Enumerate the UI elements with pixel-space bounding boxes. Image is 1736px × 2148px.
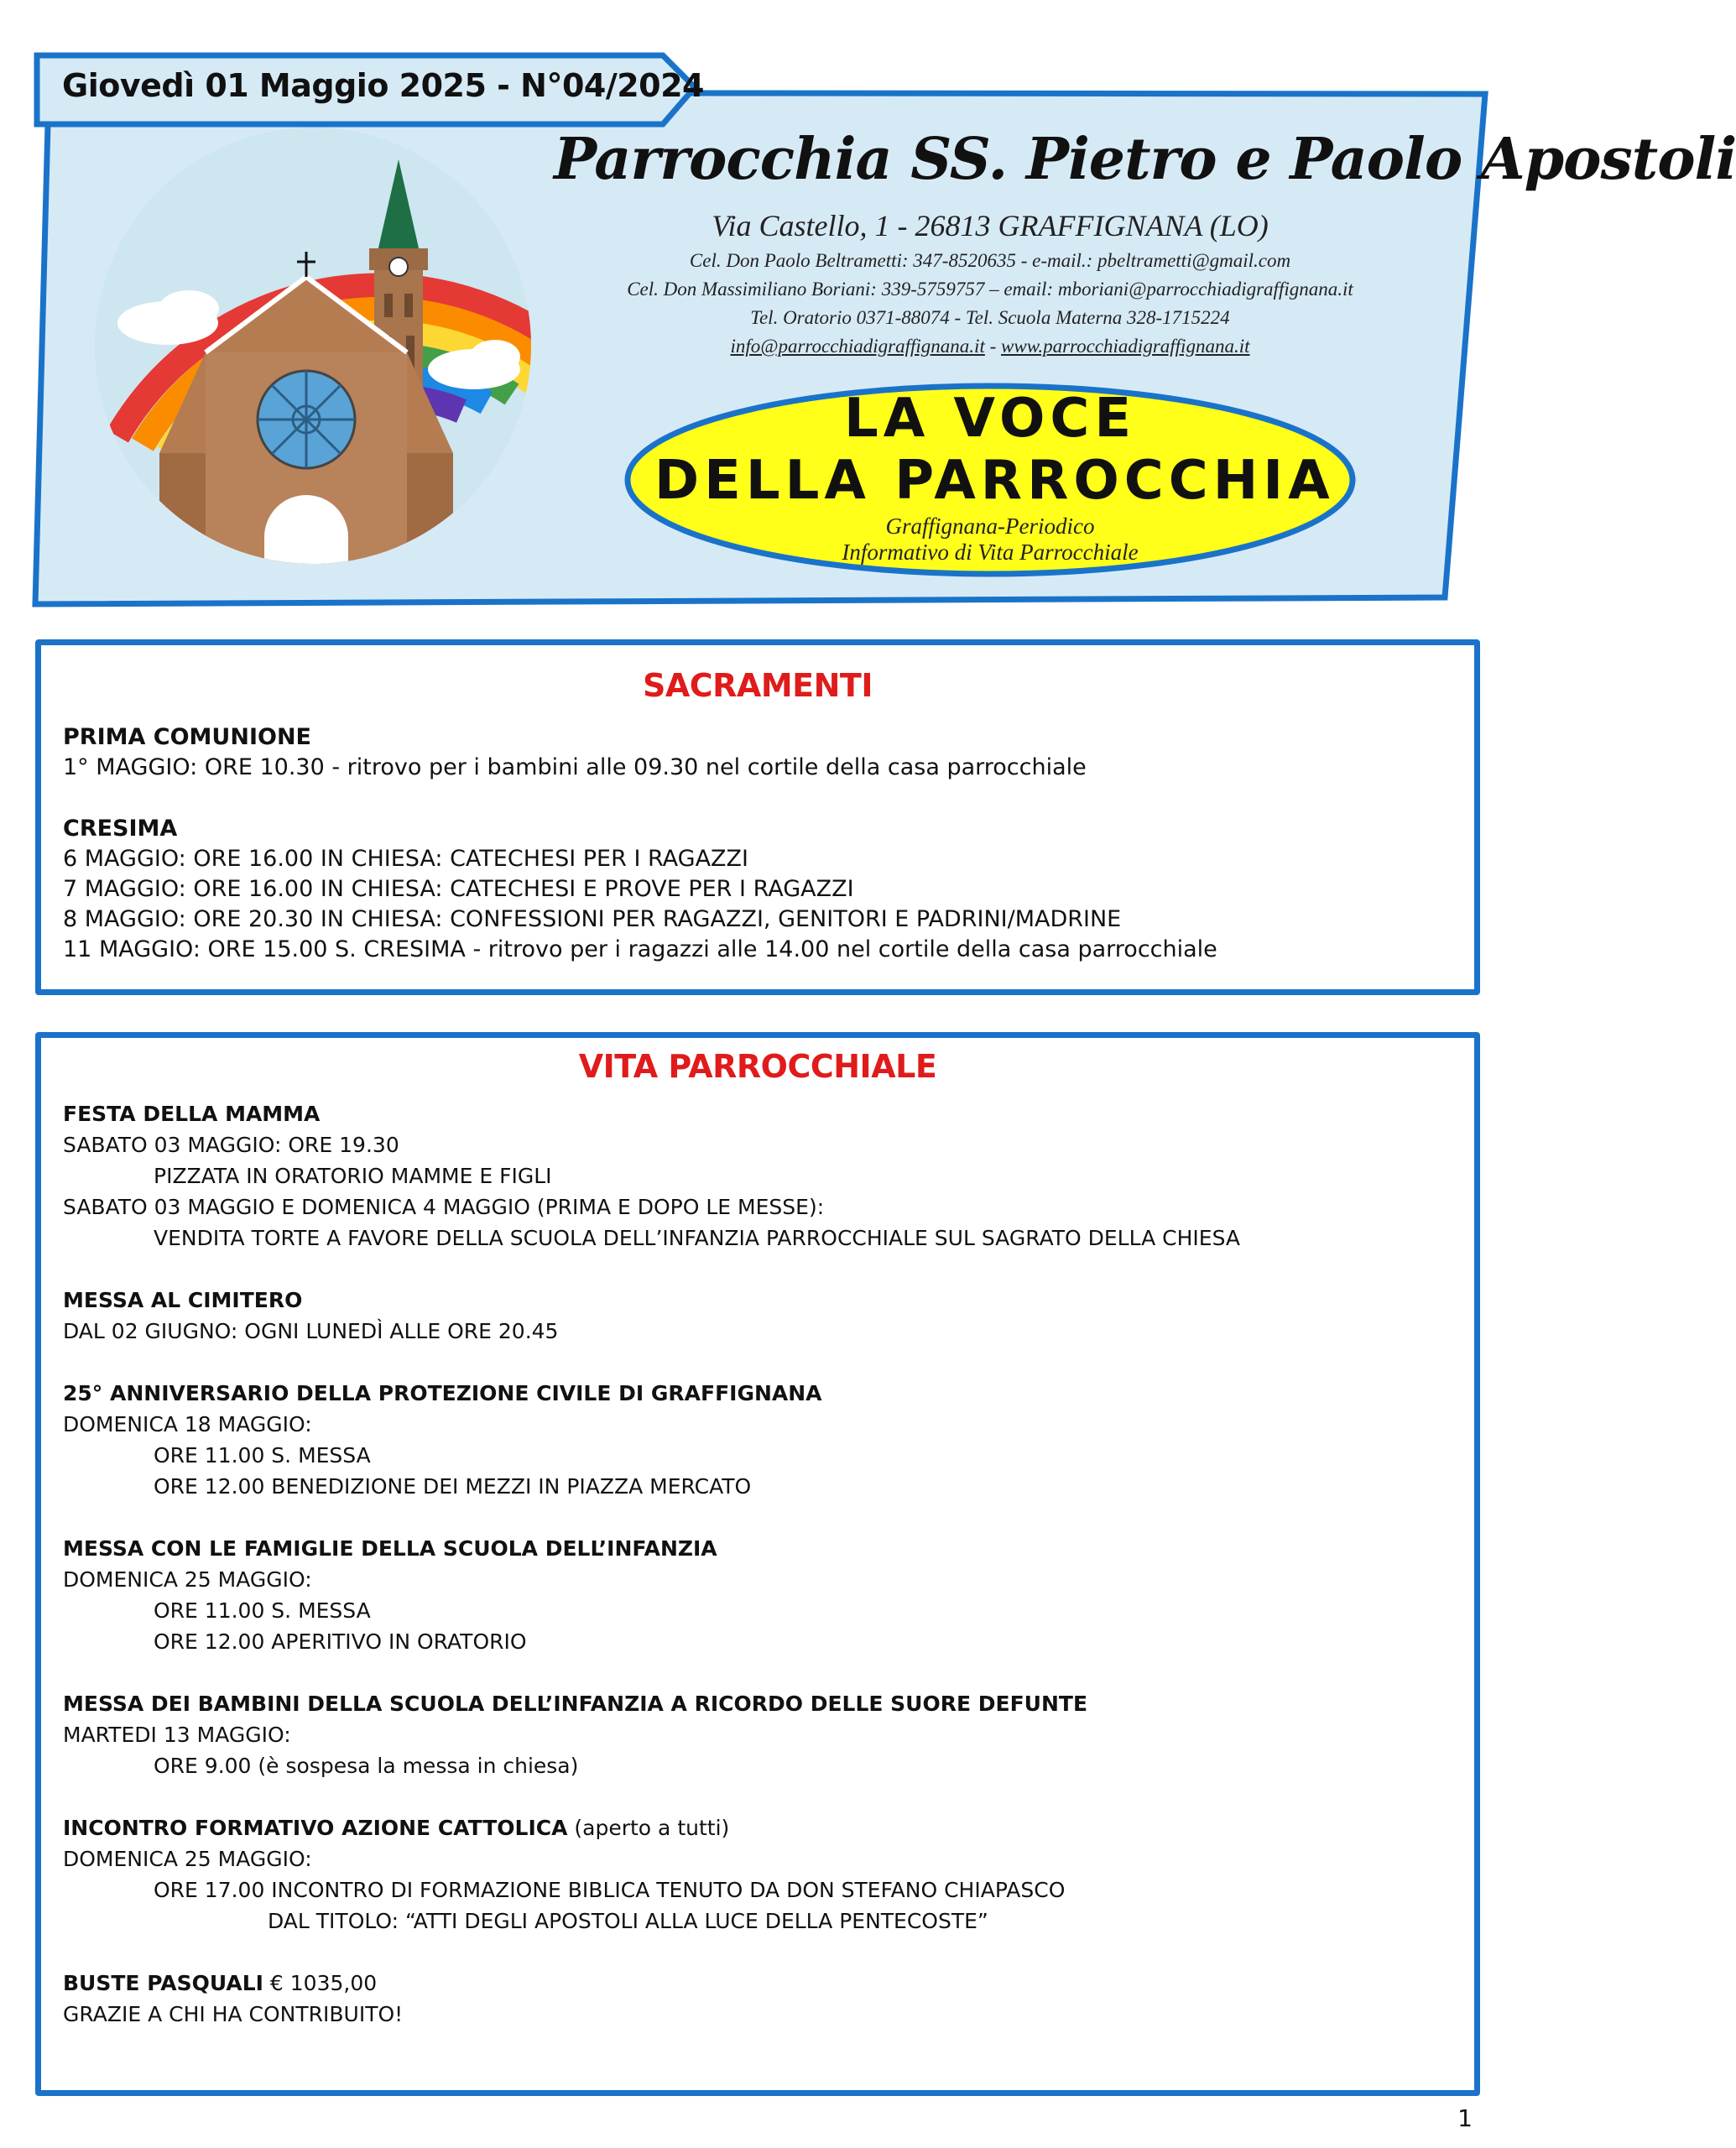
festa-mamma-line: SABATO 03 MAGGIO: ORE 19.30 bbox=[63, 1133, 399, 1157]
azione-cattolica-heading: INCONTRO FORMATIVO AZIONE CATTOLICA bbox=[63, 1816, 568, 1840]
famiglie-heading: MESSA CON LE FAMIGLIE DELLA SCUOLA DELL’INFANZIA bbox=[63, 1536, 717, 1561]
azione-line: ORE 17.00 INCONTRO DI FORMAZIONE BIBLICA TENUTO DA DON STEFANO CHIAPASCO bbox=[154, 1878, 1066, 1902]
festa-mamma-heading: FESTA DELLA MAMMA bbox=[63, 1102, 321, 1126]
vita-body bbox=[63, 1098, 1452, 2030]
bambini-line: ORE 9.00 (è sospesa la messa in chiesa) bbox=[154, 1754, 579, 1778]
cresima-line: 6 MAGGIO: ORE 16.00 IN CHIESA: CATECHESI PER I RAGAZZI bbox=[63, 846, 749, 872]
vita-title: VITA PARROCCHIALE bbox=[578, 1048, 937, 1085]
azione-line: DAL TITOLO: “ATTI DEGLI APOSTOLI ALLA LUCE DELLA PENTECOSTE” bbox=[268, 1909, 988, 1933]
famiglie-line: ORE 11.00 S. MESSA bbox=[154, 1598, 371, 1623]
azione-cattolica-heading-row bbox=[63, 1812, 1452, 1843]
festa-mamma-line: SABATO 03 MAGGIO E DOMENICA 4 MAGGIO (PRIMA E DOPO LE MESSE): bbox=[63, 1195, 825, 1219]
sacramenti-body bbox=[63, 722, 1452, 965]
parish-name: Parrocchia SS. Pietro e Paolo Apostoli bbox=[554, 126, 1736, 193]
azione-cattolica-note: (aperto a tutti) bbox=[567, 1816, 730, 1840]
azione-line: DOMENICA 25 MAGGIO: bbox=[63, 1847, 312, 1871]
buste-pasquali-row bbox=[63, 1968, 1452, 1999]
famiglie-line: ORE 12.00 APERITIVO IN ORATORIO bbox=[154, 1629, 527, 1654]
buste-pasquali-heading: BUSTE PASQUALI bbox=[63, 1971, 263, 1995]
contact-don-massimiliano: Cel. Don Massimiliano Boriani: 339-5759757 – email: mboriani@parrocchiadigraffignana.it bbox=[627, 279, 1353, 300]
link-separator: - bbox=[984, 336, 1002, 357]
cimitero-heading: MESSA AL CIMITERO bbox=[63, 1288, 303, 1312]
page-number: 1 bbox=[1457, 2104, 1473, 2132]
prima-comunione-heading: PRIMA COMUNIONE bbox=[63, 724, 311, 750]
festa-mamma-line: PIZZATA IN ORATORIO MAMME E FIGLI bbox=[154, 1164, 552, 1188]
buste-pasquali-amount: € 1035,00 bbox=[263, 1971, 378, 1995]
protezione-civile-heading: 25° ANNIVERSARIO DELLA PROTEZIONE CIVILE DI GRAFFIGNANA bbox=[63, 1381, 822, 1405]
contact-oratorio: Tel. Oratorio 0371-88074 - Tel. Scuola Materna 328-1715224 bbox=[750, 307, 1230, 328]
prima-comunione-line: 1° MAGGIO: ORE 10.30 - ritrovo per i bambini alle 09.30 nel cortile della casa parrocchiale bbox=[63, 754, 1087, 780]
contact-don-paolo: Cel. Don Paolo Beltrametti: 347-8520635 - e-mail.: pbeltrametti@gmail.com bbox=[689, 250, 1291, 271]
email-link[interactable]: info@parrocchiadigraffignana.it bbox=[730, 336, 985, 357]
bambini-line: MARTEDI 13 MAGGIO: bbox=[63, 1723, 291, 1747]
cresima-heading: CRESIMA bbox=[63, 816, 178, 842]
issue-date: Giovedì 01 Maggio 2025 - N°04/2024 bbox=[62, 67, 704, 104]
protezione-line: DOMENICA 18 MAGGIO: bbox=[63, 1412, 312, 1436]
famiglie-line: DOMENICA 25 MAGGIO: bbox=[63, 1567, 312, 1592]
vita-parrocchiale-section bbox=[35, 1032, 1480, 2096]
cimitero-line: DAL 02 GIUGNO: OGNI LUNEDÌ ALLE ORE 20.45 bbox=[63, 1319, 559, 1343]
parish-address: Via Castello, 1 - 26813 GRAFFIGNANA (LO) bbox=[712, 209, 1269, 242]
newsletter-subtitle-2: Informativo di Vita Parrocchiale bbox=[842, 540, 1139, 565]
cresima-line: 8 MAGGIO: ORE 20.30 IN CHIESA: CONFESSIONI PER RAGAZZI, GENITORI E PADRINI/MADRINE bbox=[63, 906, 1122, 932]
newsletter-title-line-2: DELLA PARROCCHIA bbox=[654, 450, 1335, 512]
festa-mamma-line: VENDITA TORTE A FAVORE DELLA SCUOLA DELL’INFANZIA PARROCCHIALE SUL SAGRATO DELLA CHIESA bbox=[154, 1226, 1241, 1250]
protezione-line: ORE 12.00 BENEDIZIONE DEI MEZZI IN PIAZZA MERCATO bbox=[154, 1474, 752, 1499]
newsletter-subtitle-1: Graffignana-Periodico bbox=[885, 514, 1095, 539]
sacramenti-title: SACRAMENTI bbox=[643, 667, 873, 704]
buste-line: GRAZIE A CHI HA CONTRIBUITO! bbox=[63, 2002, 404, 2026]
bambini-heading: MESSA DEI BAMBINI DELLA SCUOLA DELL’INFANZIA A RICORDO DELLE SUORE DEFUNTE bbox=[63, 1692, 1088, 1716]
website-link[interactable]: www.parrocchiadigraffignana.it bbox=[1001, 336, 1250, 357]
newsletter-title-line-1: LA VOCE bbox=[843, 388, 1137, 450]
cresima-line: 7 MAGGIO: ORE 16.00 IN CHIESA: CATECHESI E PROVE PER I RAGAZZI bbox=[63, 876, 854, 902]
protezione-line: ORE 11.00 S. MESSA bbox=[154, 1443, 371, 1468]
sacramenti-section bbox=[35, 639, 1480, 995]
cresima-line: 11 MAGGIO: ORE 15.00 S. CRESIMA - ritrovo per i ragazzi alle 14.00 nel cortile della casa parrocchiale bbox=[63, 936, 1217, 962]
contact-links bbox=[554, 336, 1426, 357]
